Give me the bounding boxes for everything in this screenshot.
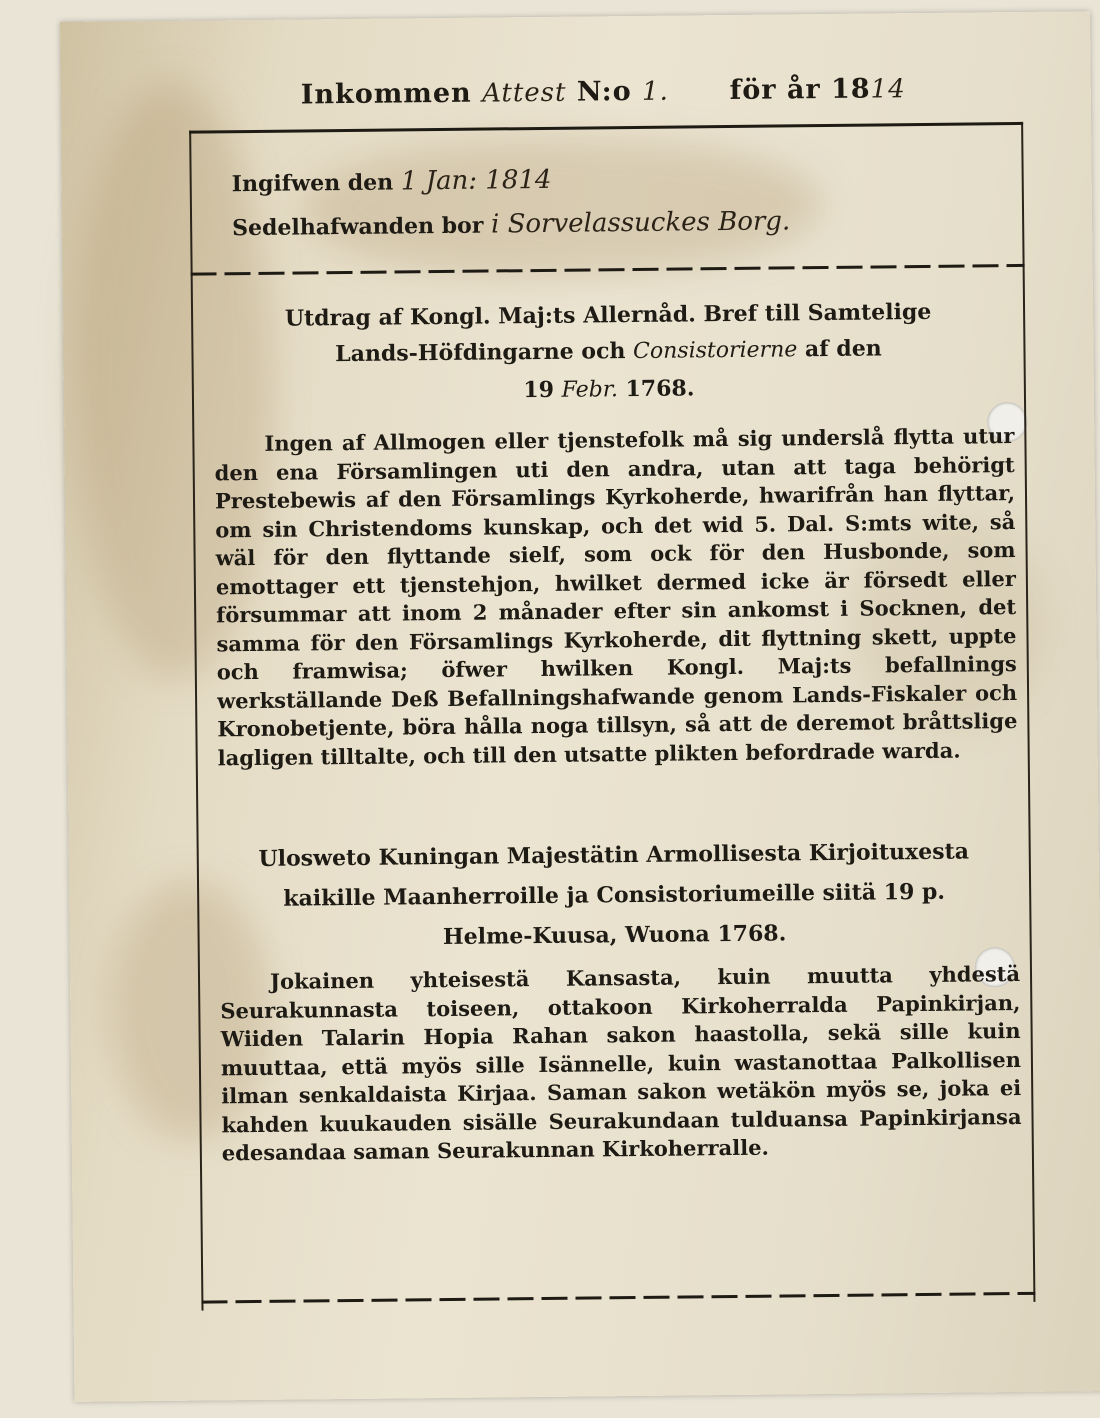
header-type-handwritten: Attest — [481, 77, 567, 109]
swedish-title-line-2: Lands-Höfdingarne och Consistorierne af den — [335, 335, 882, 368]
form-frame — [189, 122, 1035, 1311]
header-year-label: för år 18 — [729, 73, 871, 106]
swedish-title-line-3: 19 Febr. 1768. — [523, 375, 695, 404]
submitted-label: Ingifwen den — [231, 169, 394, 198]
residence-label: Sedelhafwanden bor — [232, 212, 484, 242]
residence-value: i Sorvelassuckes Borg. — [490, 206, 791, 240]
finnish-title-line-2: kaikille Maanherroille ja Consistoriumeille siitä 19 p. — [283, 878, 946, 912]
top-rule — [189, 122, 1023, 134]
swedish-body: Ingen af Allmogen eller tjenstefolk må sig underslå flytta utur den ena Församlingen uti den andra, utan att taga behörigt Prestebewis af den Församlings Kyrkoherde, hwarifrån han flyttar, om sin Christendoms kunskap, och det wid 5. Dal. S:mts wite, så wäl för den flyttande sielf, som ock för den Husbonde, som emottager ett tjenstehjon, hwilket dermed icke är försedt eller försummar att inom 2 månader efter sin ankomst i Socknen, det samma för den Församlings Kyrkoherde, dit flyttning skett, uppte och framwisa; öfwer hwilken Kongl. Maj:ts befallnings werkställande Deß Befallningshafwande genom Lands-Fiskaler och Kronobetjente, böra hålla noga tillsyn, så att de deremot bråttslige lagligen tilltalte, och till den utsatte plikten befordrade warda. — [214, 423, 1018, 770]
finnish-body: Jokainen yhteisestä Kansasta, kuin muutta yhdestä Seurakunnasta toiseen, ottakoon Kirkoherralda Papinkirjan, Wiiden Talarin Hopia Rahan sakon haastolla, sekä sille kuin muuttaa, että myös sille Isännelle, kuin wastanottaa Palkollisen ilman senkaldaista Kirjaa. Saman sakon wetäkön myös se, joka ei kahden kuukauden sisälle Seurakundaan tulduansa Papinkirjansa edesandaa saman Seurakunnan Kirkoherralle. — [220, 960, 1022, 1166]
bottom-rule — [201, 1292, 1035, 1304]
submitted-row — [232, 165, 552, 198]
header-number-handwritten: 1. — [641, 76, 669, 107]
section-rule-1 — [191, 264, 1025, 276]
residence-row — [232, 206, 790, 242]
header-year-handwritten: 14 — [870, 74, 906, 105]
header-line — [301, 72, 1001, 110]
document-page — [60, 11, 1100, 1402]
header-prefix: Inkommen — [300, 77, 472, 111]
submitted-value: 1 Jan: 1814 — [400, 164, 552, 197]
finnish-title-line-1: Ulosweto Kuningan Majestätin Armollisesta Kirjoituxesta — [258, 838, 970, 872]
swedish-title-line-1: Utdrag af Kongl. Maj:ts Allernåd. Bref till Samtelige — [284, 298, 932, 332]
header-number-label: N:o — [576, 76, 632, 108]
finnish-title-line-3: Helme-Kuusa, Wuona 1768. — [442, 920, 787, 951]
